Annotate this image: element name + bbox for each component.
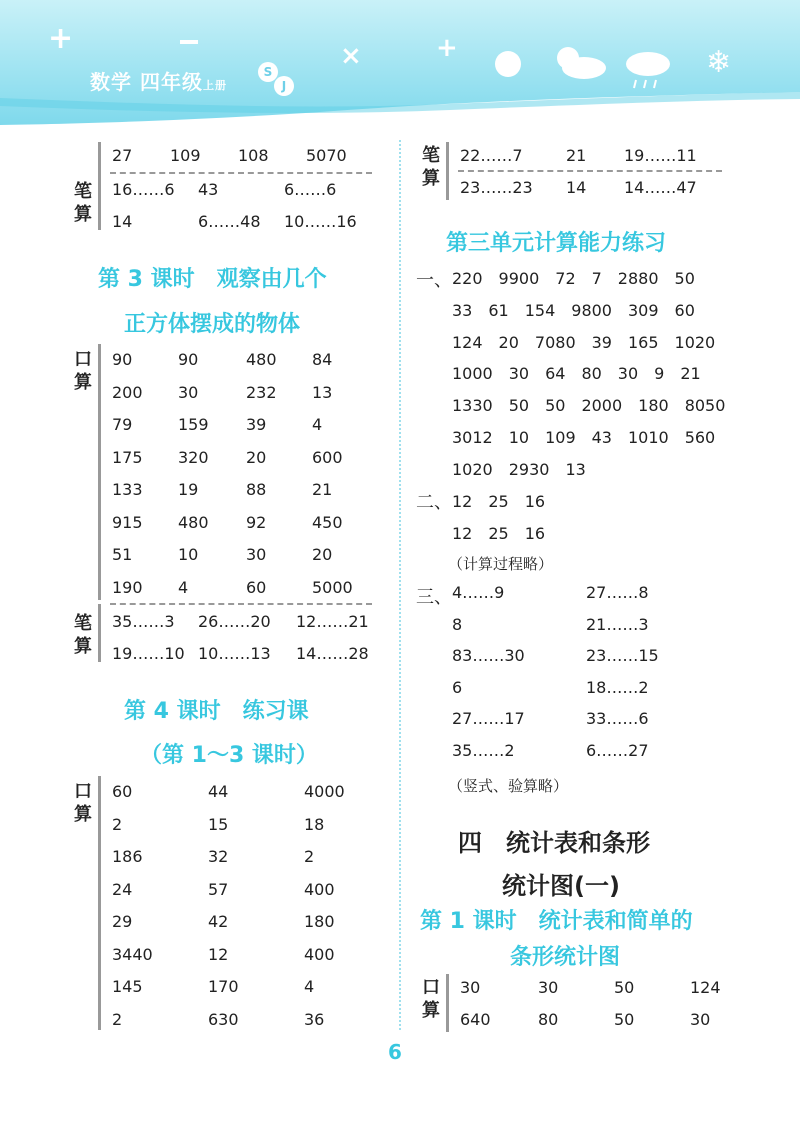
table-cell: 83……30 [452, 646, 525, 666]
table-cell: 4……9 [452, 583, 505, 602]
table-cell: 27……8 [586, 583, 649, 602]
table-cell: 30 [246, 545, 267, 564]
lesson1-title-line2: 条形统计图 [510, 945, 621, 970]
table-cell: 4 [178, 577, 189, 597]
table-cell: 50 [614, 1010, 635, 1029]
table-cell: 200 [112, 382, 143, 402]
table-cell: 145 [112, 977, 143, 996]
table-cell: 170 [208, 977, 239, 996]
lesson1-title-line1: 第 1 课时 统计表和简单的 [420, 909, 693, 934]
table-cell: 13 [312, 382, 333, 402]
table-cell: 18……2 [586, 677, 649, 697]
table-cell: 57 [208, 879, 229, 899]
table-cell: 30 [178, 382, 199, 402]
bisuan-label: 笔 算 [74, 181, 92, 225]
section-marker: 三、 [416, 587, 452, 608]
header-grade: 四年级 [139, 70, 203, 94]
chapter4-title-line2: 统计图(一) [502, 872, 620, 900]
list-item: 1330 50 50 2000 180 8050 [452, 396, 726, 416]
table-cell: 186 [112, 847, 143, 866]
bisuan-label: 笔 算 [74, 613, 92, 657]
list-item: 1000 30 64 80 30 9 21 [452, 364, 701, 384]
table-cell: 21 [312, 480, 333, 499]
header-subject: 数学 [90, 70, 132, 94]
table-cell: 20 [312, 545, 333, 564]
table-cell: 180 [304, 912, 335, 931]
unit3-title: 第三单元计算能力练习 [446, 231, 667, 256]
header-title [90, 66, 227, 95]
table-cell: 10 [178, 545, 199, 564]
header-banner [0, 0, 800, 125]
table-cell: 2 [304, 847, 315, 866]
table-cell: 92 [246, 512, 267, 532]
table-cell: 159 [178, 415, 209, 434]
bisuan-bar [98, 142, 101, 230]
kousuan-label: 口 算 [74, 781, 92, 825]
table-cell: 400 [304, 879, 335, 899]
table-cell: 480 [178, 512, 209, 532]
table-cell: 480 [246, 350, 277, 369]
snowflake-icon: ❄ [706, 45, 732, 80]
table-cell: 20 [246, 447, 267, 467]
kousuan-label: 口 算 [422, 977, 440, 1021]
lesson3-title-line1: 第 3 课时 观察由几个 [98, 267, 327, 292]
table-cell: 23……15 [586, 646, 659, 666]
bisuan-label: 笔 算 [422, 145, 440, 189]
kousuan-label: 口 算 [74, 349, 92, 393]
table-cell: 2 [112, 814, 123, 834]
table-cell: 2 [112, 1009, 123, 1029]
lesson3-title-line2: 正方体摆成的物体 [124, 312, 301, 337]
list-item: 33 61 154 9800 309 60 [452, 300, 695, 320]
table-cell: 175 [112, 447, 143, 467]
minus-icon [180, 40, 198, 44]
table-cell: 320 [178, 447, 209, 467]
table-cell: 24 [112, 879, 133, 899]
sun-icon [495, 51, 521, 77]
note: （计算过程略） [448, 555, 554, 573]
table-cell: 600 [312, 447, 343, 467]
table-cell: 4 [304, 977, 315, 996]
dashed-rule [110, 603, 372, 605]
list-item: 124 20 7080 39 165 1020 [452, 332, 716, 352]
dashed-rule [458, 170, 722, 172]
table-cell: 12 [208, 944, 229, 964]
list-item: 3012 10 109 43 1010 560 [452, 428, 716, 447]
badge-s: S [258, 62, 278, 82]
publisher-badge [258, 62, 298, 98]
chapter4-title-line1: 四 统计表和条形 [458, 829, 650, 857]
section-marker: 二、 [416, 492, 452, 513]
table-cell: 51 [112, 545, 133, 564]
table-cell: 60 [246, 577, 267, 597]
table-cell: 3440 [112, 944, 153, 964]
header-volume: 上册 [202, 79, 227, 92]
table-cell: 60 [112, 782, 133, 801]
table-cell: 21……3 [586, 614, 649, 634]
table-cell: 4 [312, 415, 323, 434]
table-cell: 32 [208, 847, 229, 866]
lesson4-title-line1: 第 4 课时 练习课 [124, 699, 309, 724]
table-cell: 35……2 [452, 741, 515, 760]
table-cell: 88 [246, 480, 267, 499]
table-cell: 79 [112, 415, 133, 434]
kousuan-bar [98, 344, 101, 600]
table-cell: 36 [304, 1009, 325, 1029]
table-cell: 30 [460, 978, 481, 997]
table-cell: 5000 [312, 577, 353, 597]
plus-icon: + [436, 33, 458, 63]
table-cell: 450 [312, 512, 343, 532]
table-cell: 30 [690, 1010, 711, 1029]
table-cell: 18 [304, 814, 325, 834]
table-cell: 50 [614, 978, 635, 997]
bisuan-bar [446, 142, 449, 200]
bisuan-bar [98, 604, 101, 662]
table-cell: 630 [208, 1009, 239, 1029]
section-marker: 一、 [416, 270, 452, 291]
table-cell: 30 [538, 978, 559, 997]
list-item: 220 9900 72 7 2880 50 [452, 269, 695, 288]
table-cell: 400 [304, 944, 335, 964]
table-cell: 19 [178, 480, 199, 499]
page-number: 6 [388, 1040, 402, 1064]
kousuan-bar [98, 776, 101, 1030]
table-cell: 915 [112, 512, 143, 532]
table-cell: 640 [460, 1010, 491, 1029]
kousuan-bar [446, 974, 449, 1032]
table-cell: 6……27 [586, 741, 649, 760]
times-icon: × [340, 41, 362, 71]
table-cell: 90 [178, 350, 199, 369]
dashed-rule [110, 172, 372, 174]
table-cell: 4000 [304, 782, 345, 801]
table-cell: 29 [112, 912, 133, 931]
list-item: 12 25 16 [452, 524, 546, 543]
table-cell: 39 [246, 415, 267, 434]
table-cell: 90 [112, 350, 133, 369]
table-cell: 6 [452, 677, 463, 697]
column-divider [399, 140, 401, 1030]
table-cell: 190 [112, 577, 143, 597]
table-cell: 15 [208, 814, 229, 834]
plus-icon: + [48, 21, 74, 56]
table-cell: 42 [208, 912, 229, 931]
table-cell: 133 [112, 480, 143, 499]
table-cell: 8 [452, 614, 463, 634]
table-cell: 27……17 [452, 709, 525, 729]
badge-j: J [274, 76, 294, 96]
table-cell: 232 [246, 382, 277, 402]
table-cell: 124 [690, 978, 721, 997]
table-cell: 44 [208, 782, 229, 801]
table-cell: 84 [312, 350, 333, 369]
note: （竖式、验算略） [448, 777, 569, 795]
lesson4-title-line2: （第 1～3 课时） [140, 743, 318, 768]
list-item: 1020 2930 13 [452, 459, 586, 479]
table-cell: 33……6 [586, 709, 649, 729]
page-header [0, 0, 800, 125]
table-cell: 80 [538, 1010, 559, 1029]
list-item: 12 25 16 [452, 492, 546, 511]
